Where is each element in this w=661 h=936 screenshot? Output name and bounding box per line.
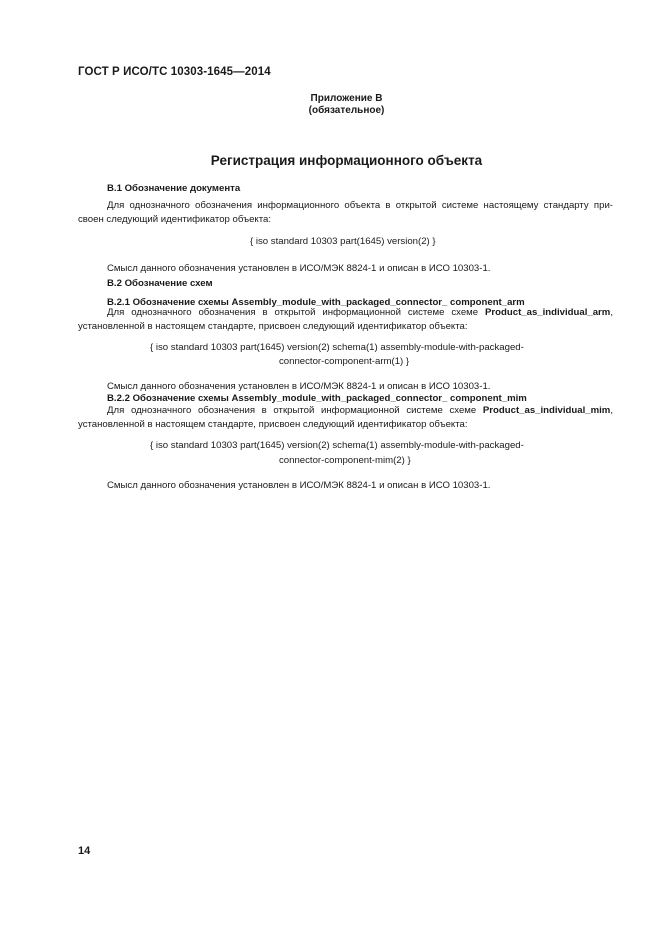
schema-name-mim: Product_as_individual_mim (482, 405, 611, 416)
b21-paragraph-line1-post: , (610, 307, 613, 318)
b22-identifier-line1: { iso standard 10303 part(1645) version(2) schema(1) assembly-module-with-packaged- (150, 440, 524, 451)
appendix-status: (обязательное) (308, 105, 385, 116)
b22-paragraph-line1 (78, 404, 613, 418)
b1-meaning: Смысл данного обозначения установлен в ИСО/МЭК 8824-1 и описан в ИСО 10303-1. (107, 263, 491, 274)
b22-paragraph-line1-post: , (610, 405, 613, 416)
b1-paragraph-line2: своен следующий идентификатор объекта: (78, 214, 271, 225)
b21-paragraph-line2: установленной в настоящем стандарте, присвоен следующий идентификатор объекта: (78, 321, 468, 332)
b22-meaning: Смысл данного обозначения установлен в ИСО/МЭК 8824-1 и описан в ИСО 10303-1. (107, 480, 491, 491)
b22-paragraph-line1-pre: Для однозначного обозначения в открытой информационной системе схеме (107, 405, 483, 416)
b21-meaning: Смысл данного обозначения установлен в ИСО/МЭК 8824-1 и описан в ИСО 10303-1. (107, 381, 491, 392)
b21-paragraph-line1 (78, 306, 613, 320)
b22-paragraph (78, 404, 613, 432)
b1-identifier: { iso standard 10303 part(1645) version(2) } (250, 236, 436, 247)
b1-paragraph (78, 199, 613, 227)
b2-heading: В.2 Обозначение схем (107, 278, 213, 289)
appendix-title: Приложение В (310, 93, 383, 104)
b1-paragraph-line1: Для однозначного обозначения информационного объекта в открытой системе настоящему стандарту при- (107, 200, 613, 211)
standard-code-header: ГОСТ Р ИСО/ТС 10303-1645—2014 (78, 66, 271, 78)
section-title: Регистрация информационного объекта (210, 153, 483, 168)
b21-identifier-line1: { iso standard 10303 part(1645) version(2) schema(1) assembly-module-with-packaged- (150, 342, 524, 353)
b22-paragraph-line2: установленной в настоящем стандарте, присвоен следующий идентификатор объекта: (78, 419, 468, 430)
page-number: 14 (78, 845, 91, 857)
b21-identifier-line2: connector-component-arm(1) } (279, 356, 410, 367)
b22-heading: В.2.2 Обозначение схемы Assembly_module_with_packaged_connector_ component_mim (107, 393, 527, 404)
b21-paragraph-line1-pre: Для однозначного обозначения в открытой информационной системе схеме (107, 307, 486, 318)
b1-heading: В.1 Обозначение документа (107, 183, 241, 194)
b21-paragraph (78, 306, 613, 334)
b22-identifier-line2: connector-component-mim(2) } (279, 455, 411, 466)
schema-name-arm: Product_as_individual_arm (485, 307, 611, 318)
b21-heading: В.2.1 Обозначение схемы Assembly_module_with_packaged_connector_ component_arm (107, 297, 525, 308)
